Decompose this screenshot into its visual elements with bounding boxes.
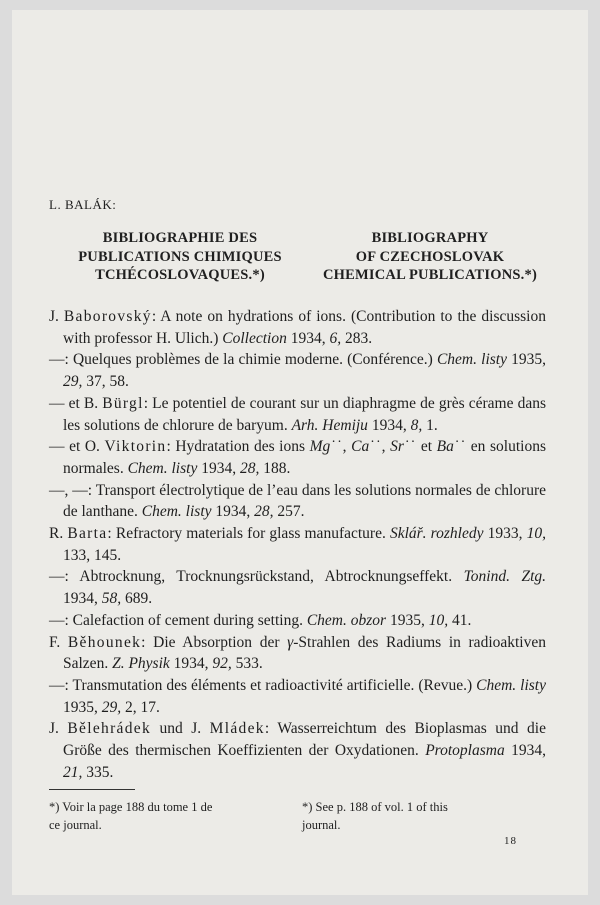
entry-text: F. — [49, 633, 68, 651]
entry-text: 1933, — [483, 525, 527, 543]
italic-text: 21, — [63, 763, 83, 781]
entry-text: —: Calefaction of cement during setting. — [49, 611, 307, 629]
entry-text: 188. — [259, 459, 291, 477]
italic-text: 10, — [428, 611, 449, 629]
title-french — [60, 229, 300, 285]
italic-text: Mg — [309, 438, 331, 456]
author-surname: Mládek — [209, 720, 265, 738]
entry-text: ˙˙, — [330, 438, 352, 456]
entry-text: : Die Absorption der — [141, 633, 288, 651]
footnote-french — [49, 798, 294, 834]
title-english-line: BIBLIOGRAPHY — [371, 230, 489, 246]
entry-text: 1. — [422, 416, 438, 434]
italic-text: 58, — [101, 590, 122, 608]
italic-text: 29, — [101, 698, 122, 716]
author-surname: Bělehrádek — [67, 720, 151, 738]
entry-text: 1934, — [169, 655, 213, 673]
title-english-line: CHEMICAL PUBLICATIONS.*) — [322, 267, 537, 283]
entry-text: 1934, — [63, 590, 102, 608]
bibliography-entry — [49, 610, 546, 632]
entry-text: 1935, — [386, 611, 429, 629]
italic-text: 92, — [212, 655, 232, 673]
italic-text: 8, — [410, 416, 423, 434]
italic-text: Ba — [436, 438, 454, 456]
entry-text: ˙˙ en solutions normales. — [63, 438, 546, 477]
entry-text: J. — [49, 308, 64, 325]
italic-text: Chem. obzor — [306, 611, 387, 629]
entry-text: 1934, — [211, 503, 255, 521]
footnote-line: *) Voir la page 188 du tome 1 de — [49, 800, 213, 814]
bibliography-list — [49, 306, 546, 783]
title-english — [300, 229, 560, 285]
italic-text: Chem. listy — [127, 459, 198, 477]
italic-text: Ca — [351, 438, 370, 456]
italic-text: 10, — [526, 525, 546, 543]
title-french-line: TCHÉCOSLOVAQUES.*) — [95, 267, 265, 283]
entry-text: 1934, — [504, 742, 546, 760]
italic-text: Chem. listy — [141, 503, 212, 521]
bibliography-entry — [49, 436, 546, 479]
bibliography-entry — [49, 566, 546, 609]
entry-text: und J. — [151, 720, 210, 738]
entry-text: 283. — [341, 329, 373, 347]
entry-text: 1935, — [63, 698, 102, 716]
entry-text: 533. — [231, 655, 263, 673]
author-surname: Baborovský — [63, 308, 152, 325]
entry-text: — et B. — [49, 394, 103, 412]
entry-text: 2, 17. — [121, 698, 160, 716]
entry-text: — et O. — [49, 438, 105, 456]
italic-text: Sr — [390, 438, 404, 456]
entry-text: 257. — [273, 503, 305, 521]
title-french-line: PUBLICATIONS CHIMIQUES — [78, 248, 282, 265]
title-french-line: BIBLIOGRAPHIE DES — [102, 230, 258, 246]
entry-text: : Le potentiel de courant sur un diaphragme de grès cérame dans les solutions de chlorure de baryum. — [63, 394, 546, 434]
entry-text: 1934, — [197, 459, 240, 477]
entry-text: : Refractory materials for glass manufacture. — [107, 525, 390, 543]
entry-text: : Wasserreichtum des Bioplasmas und die Größe des thermischen Koeffizienten der Oxydationen. — [63, 720, 546, 760]
bibliography-entry — [49, 632, 546, 675]
entry-text: 1934, — [367, 416, 411, 434]
bibliography-entry — [49, 480, 546, 523]
entry-text: —: Transmutation des éléments et radioactivité artificielle. (Revue.) — [49, 676, 477, 694]
italic-text: Protoplasma — [425, 742, 505, 760]
entry-text: R. — [49, 525, 68, 543]
bibliography-entry — [49, 393, 546, 436]
italic-text: γ — [287, 633, 294, 651]
author-surname: Bürgl — [102, 394, 144, 412]
entry-text: —: Quelques problèmes de la chimie moderne. (Conférence.) — [49, 351, 437, 369]
author-surname: Viktorin — [104, 438, 167, 456]
footnote-english — [302, 798, 542, 834]
bibliography-entry — [49, 306, 546, 349]
author-surname: Barta — [67, 525, 108, 543]
title-english-line: OF CZECHOSLOVAK — [355, 248, 505, 265]
italic-text: Chem. listy — [476, 676, 546, 694]
entry-text: 1934, — [286, 329, 330, 347]
italic-text: Tonind. Ztg. — [463, 568, 547, 586]
entry-text: ˙˙ et — [403, 438, 437, 456]
entry-text: 1935, — [506, 351, 547, 369]
italic-text: Collection — [222, 329, 287, 347]
italic-text: Sklář. rozhledy — [389, 525, 484, 543]
author-surname: Běhounek — [67, 633, 142, 651]
italic-text: 28, — [254, 503, 274, 521]
footnote-line: ce journal. — [49, 818, 102, 832]
entry-text: —: Abtrocknung, Trocknungsrückstand, Abtrocknungseffekt. — [49, 568, 464, 586]
entry-text: ˙˙, — [369, 438, 391, 456]
bibliography-entry — [49, 523, 546, 566]
italic-text: 6, — [329, 329, 342, 347]
italic-text: Z. Physik — [112, 655, 170, 673]
footnote-line: journal. — [302, 818, 341, 832]
bibliography-entry — [49, 675, 546, 718]
entry-text: 41. — [448, 611, 472, 629]
italic-text: Arh. Hemiju — [291, 416, 368, 434]
entry-text: : A note on hydrations of ions. (Contribution to the discussion with professor H. Ulich.) — [63, 308, 546, 347]
page-number: 18 — [504, 835, 517, 847]
entry-text: 335. — [82, 763, 114, 781]
entry-text: 689. — [121, 590, 153, 608]
entry-text: 37, 58. — [82, 373, 129, 391]
footnote-line: *) See p. 188 of vol. 1 of this — [302, 800, 448, 814]
author-name: L. BALÁK: — [49, 197, 117, 212]
bibliography-entry — [49, 349, 546, 392]
italic-text: 28, — [239, 459, 260, 477]
italic-text: 29, — [63, 373, 83, 391]
entry-text: —, —: Transport électrolytique de l’eau dans les solutions normales de chlorure de lanthane. — [49, 481, 546, 521]
italic-text: Chem. listy — [436, 351, 507, 369]
bibliography-entry — [49, 718, 546, 783]
entry-text: 133, 145. — [63, 546, 122, 564]
entry-text: -Strahlen des Radiums in radioaktiven Salzen. — [63, 633, 546, 673]
entry-text: J. — [49, 720, 68, 738]
entry-text: : Hydratation des ions — [166, 438, 310, 456]
footnote-divider — [49, 789, 135, 790]
